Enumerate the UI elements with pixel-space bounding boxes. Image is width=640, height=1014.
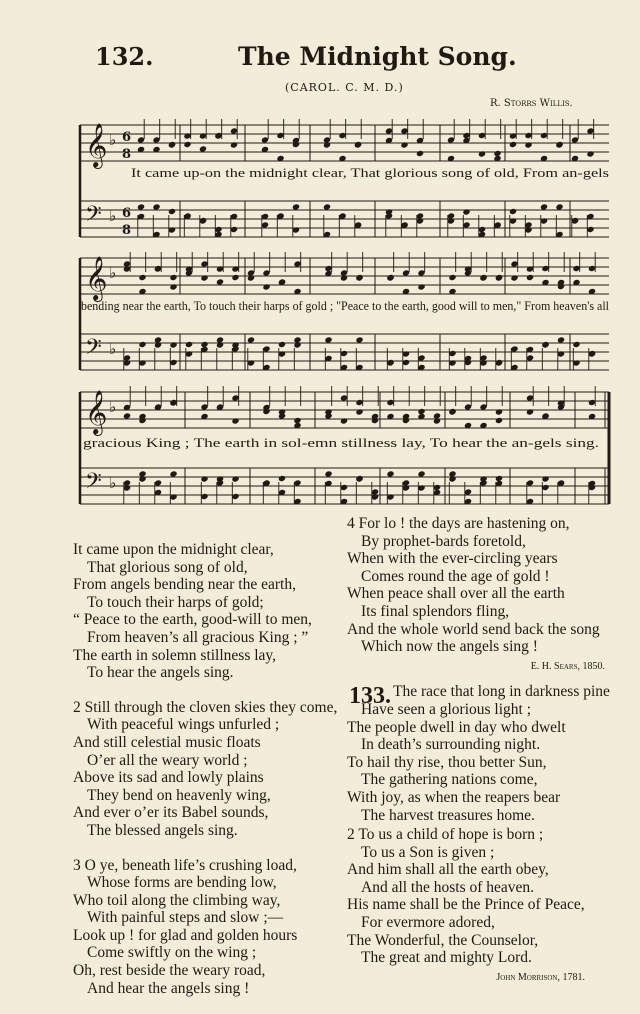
note-head: [154, 341, 162, 348]
note-head: [324, 470, 332, 477]
note-head: [340, 274, 348, 281]
note-head: [231, 475, 239, 482]
note-head: [323, 203, 331, 210]
verse-line: To us a Son is given ;: [361, 843, 495, 861]
bass-clef: 𝄢: [85, 335, 102, 365]
note-head: [169, 283, 177, 290]
verse-line: When with the ever-circling years: [347, 550, 558, 568]
note-head: [138, 341, 146, 348]
note-head: [417, 470, 425, 477]
note-head: [462, 208, 470, 215]
note-head: [448, 408, 456, 415]
verse-line: His name shall be the Prince of Peace,: [347, 896, 585, 914]
note-head: [555, 141, 563, 148]
verse-line: O’er all the weary world ;: [87, 751, 248, 769]
stanza-2: [73, 699, 343, 840]
verse-line: 2 To us a child of hope is born ;: [347, 826, 544, 844]
time-sig-bottom: 8: [122, 223, 132, 238]
bass-clef: 𝄢: [85, 469, 102, 499]
note-head: [278, 341, 286, 348]
verse-line: And him shall all the earth obey,: [347, 861, 549, 879]
verse-line: To touch their harps of gold;: [87, 593, 264, 611]
verse-line: And all the hosts of heaven.: [361, 878, 535, 896]
composer-credit: R. Storrs Willis.: [490, 98, 573, 109]
note-head: [400, 141, 408, 148]
note-head: [495, 408, 503, 415]
note-head: [386, 274, 394, 281]
hymn-number: 132.: [95, 42, 154, 71]
note-head: [340, 417, 348, 424]
verse-line: Have seen a glorious light ;: [361, 700, 532, 718]
time-sig-top: 6: [122, 130, 132, 145]
note-head: [292, 203, 300, 210]
note-head: [183, 141, 191, 148]
verse-line: The gathering nations come,: [361, 771, 538, 789]
note-head: [524, 141, 532, 148]
note-head: [185, 341, 193, 348]
music-score: [75, 115, 615, 505]
flat-sign: ♭: [109, 398, 117, 416]
verse-line: 3 O ye, beneath life’s crushing load,: [73, 856, 297, 874]
tune-meter: (CAROL. C. M. D.): [285, 81, 404, 94]
hymn-133-number: 133.: [349, 683, 391, 710]
verse-line: They bend on heavenly wing,: [87, 786, 271, 804]
verse-line: The race that long in darkness pine: [393, 683, 610, 701]
time-sig-top: 6: [122, 206, 132, 221]
score-lyric-line-3: gracious King ; The earth in sol-emn stillness lay, To hear the an-gels sing.: [83, 436, 599, 450]
verse-line: Oh, rest beside the weary road,: [73, 962, 266, 980]
verse-line: From heaven’s all gracious King ; ”: [87, 628, 309, 646]
verse-line: Its final splendors fling,: [361, 602, 510, 620]
note-head: [137, 203, 145, 210]
note-head: [448, 274, 456, 281]
flat-sign: ♭: [109, 207, 117, 225]
verse-line: Above its sad and lowly plains: [73, 769, 264, 787]
note-head: [509, 208, 517, 215]
note-head: [216, 278, 224, 285]
note-head: [354, 141, 362, 148]
hymn-133-stanza-1: [347, 683, 615, 824]
note-head: [152, 203, 160, 210]
note-head: [355, 408, 363, 415]
verse-line: To hear the angels sing.: [87, 664, 234, 682]
verse-line: Which now the angels sing !: [361, 638, 538, 656]
score-lyric-line-1: It came up-on the midnight clear, That glorious song of old, From an-gels: [131, 166, 610, 180]
verse-line: From angels bending near the earth,: [73, 576, 296, 594]
treble-clef: 𝄞: [85, 256, 108, 300]
stanza-4: [347, 515, 615, 656]
note-head: [199, 145, 207, 152]
verse-line: 2 Still through the cloven skies they come,: [73, 698, 338, 716]
note-head: [138, 475, 146, 482]
verse-line: The people dwell in day who dwelt: [347, 718, 566, 736]
note-head: [123, 412, 131, 419]
verse-line: Comes round the age of gold !: [361, 567, 550, 585]
note-head: [231, 417, 239, 424]
treble-clef: 𝄞: [85, 390, 108, 434]
note-head: [355, 274, 363, 281]
note-head: [168, 141, 176, 148]
verse-line: The earth in solemn stillness lay,: [73, 646, 277, 664]
verse-line: It came upon the midnight clear,: [73, 541, 274, 558]
score-lyric-line-2: bending near the earth, To touch their harps of gold ; "Peace to the earth, good will to men," From heaven's all: [81, 299, 610, 313]
note-head: [324, 336, 332, 343]
note-head: [540, 203, 548, 210]
verse-line: When peace shall over all the earth: [347, 585, 565, 603]
note-head: [169, 274, 177, 281]
note-head: [262, 283, 270, 290]
hymn-133-stanza-2: [347, 826, 615, 967]
note-head: [138, 274, 146, 281]
note-head: [526, 408, 534, 415]
note-head: [416, 150, 424, 157]
note-head: [572, 341, 580, 348]
verse-line: With peaceful wings unfurled ;: [87, 716, 280, 734]
note-head: [169, 470, 177, 477]
verse-line: And ever o’er its Babel sounds,: [73, 804, 269, 822]
note-head: [526, 274, 534, 281]
verse-line: The blessed angels sing.: [87, 821, 238, 839]
note-head: [495, 274, 503, 281]
verse-line: To hail thy rise, thou better Sun,: [347, 753, 547, 771]
attribution-morrison: John Morrison, 1781.: [496, 971, 585, 983]
treble-clef: 𝄞: [85, 123, 108, 167]
note-head: [231, 274, 239, 281]
note-head: [586, 150, 594, 157]
hymn-132-text-left: [73, 541, 343, 1014]
note-head: [293, 341, 301, 348]
note-head: [247, 336, 255, 343]
note-head: [478, 150, 486, 157]
verse-line: In death’s surrounding night.: [361, 736, 541, 754]
note-head: [168, 208, 176, 215]
verse-line: With joy, as when the reapers bear: [347, 788, 561, 806]
verse-line: The Wonderful, the Counselor,: [347, 931, 539, 949]
flat-sign: ♭: [109, 264, 117, 282]
flat-sign: ♭: [109, 340, 117, 358]
verse-line: By prophet-bards foretold,: [361, 532, 526, 550]
note-head: [541, 341, 549, 348]
note-head: [386, 470, 394, 477]
note-head: [495, 417, 503, 424]
verse-line: With painful steps and slow ;—: [87, 909, 284, 927]
verse-line: That glorious song of old,: [87, 558, 248, 576]
flat-sign: ♭: [109, 131, 117, 149]
flat-sign: ♭: [109, 474, 117, 492]
note-head: [433, 417, 441, 424]
note-head: [417, 283, 425, 290]
verse-line: The harvest treasures home.: [361, 806, 535, 824]
stanza-1: [73, 541, 343, 682]
verse-line: Whose forms are bending low,: [87, 874, 277, 892]
note-head: [510, 274, 518, 281]
note-head: [278, 475, 286, 482]
note-head: [169, 341, 177, 348]
text-right-column: [347, 515, 615, 986]
note-head: [557, 336, 565, 343]
note-head: [200, 475, 208, 482]
verse-line: Who toil along the climbing way,: [73, 891, 281, 909]
verse-line: And the whole world send back the song: [347, 620, 600, 638]
note-head: [323, 141, 331, 148]
hymn-title: The Midnight Song.: [238, 42, 517, 71]
verse-line: Look up ! for glad and golden hours: [73, 926, 298, 944]
note-head: [355, 475, 363, 482]
verse-line: And hear the angels sing !: [87, 979, 250, 997]
verse-line: Come swiftly on the wing ;: [87, 944, 257, 962]
note-head: [555, 203, 563, 210]
verse-line: For evermore adored,: [361, 914, 495, 932]
verse-line: And still celestial music floats: [73, 733, 261, 751]
note-head: [509, 141, 517, 148]
verse-line: The great and mighty Lord.: [361, 949, 532, 967]
bass-clef: 𝄢: [85, 202, 102, 232]
note-head: [541, 475, 549, 482]
time-sig-bottom: 8: [122, 147, 132, 162]
note-head: [230, 141, 238, 148]
note-head: [479, 274, 487, 281]
verse-line: 4 For lo ! the days are hastening on,: [347, 515, 570, 532]
verse-line: “ Peace to the earth, good-will to men,: [73, 611, 312, 629]
note-head: [216, 341, 224, 348]
note-head: [448, 475, 456, 482]
note-head: [247, 274, 255, 281]
note-head: [355, 336, 363, 343]
stanza-3: [73, 857, 343, 998]
note-head: [200, 274, 208, 281]
attribution-sears: E. H. Sears, 1850.: [530, 660, 605, 672]
